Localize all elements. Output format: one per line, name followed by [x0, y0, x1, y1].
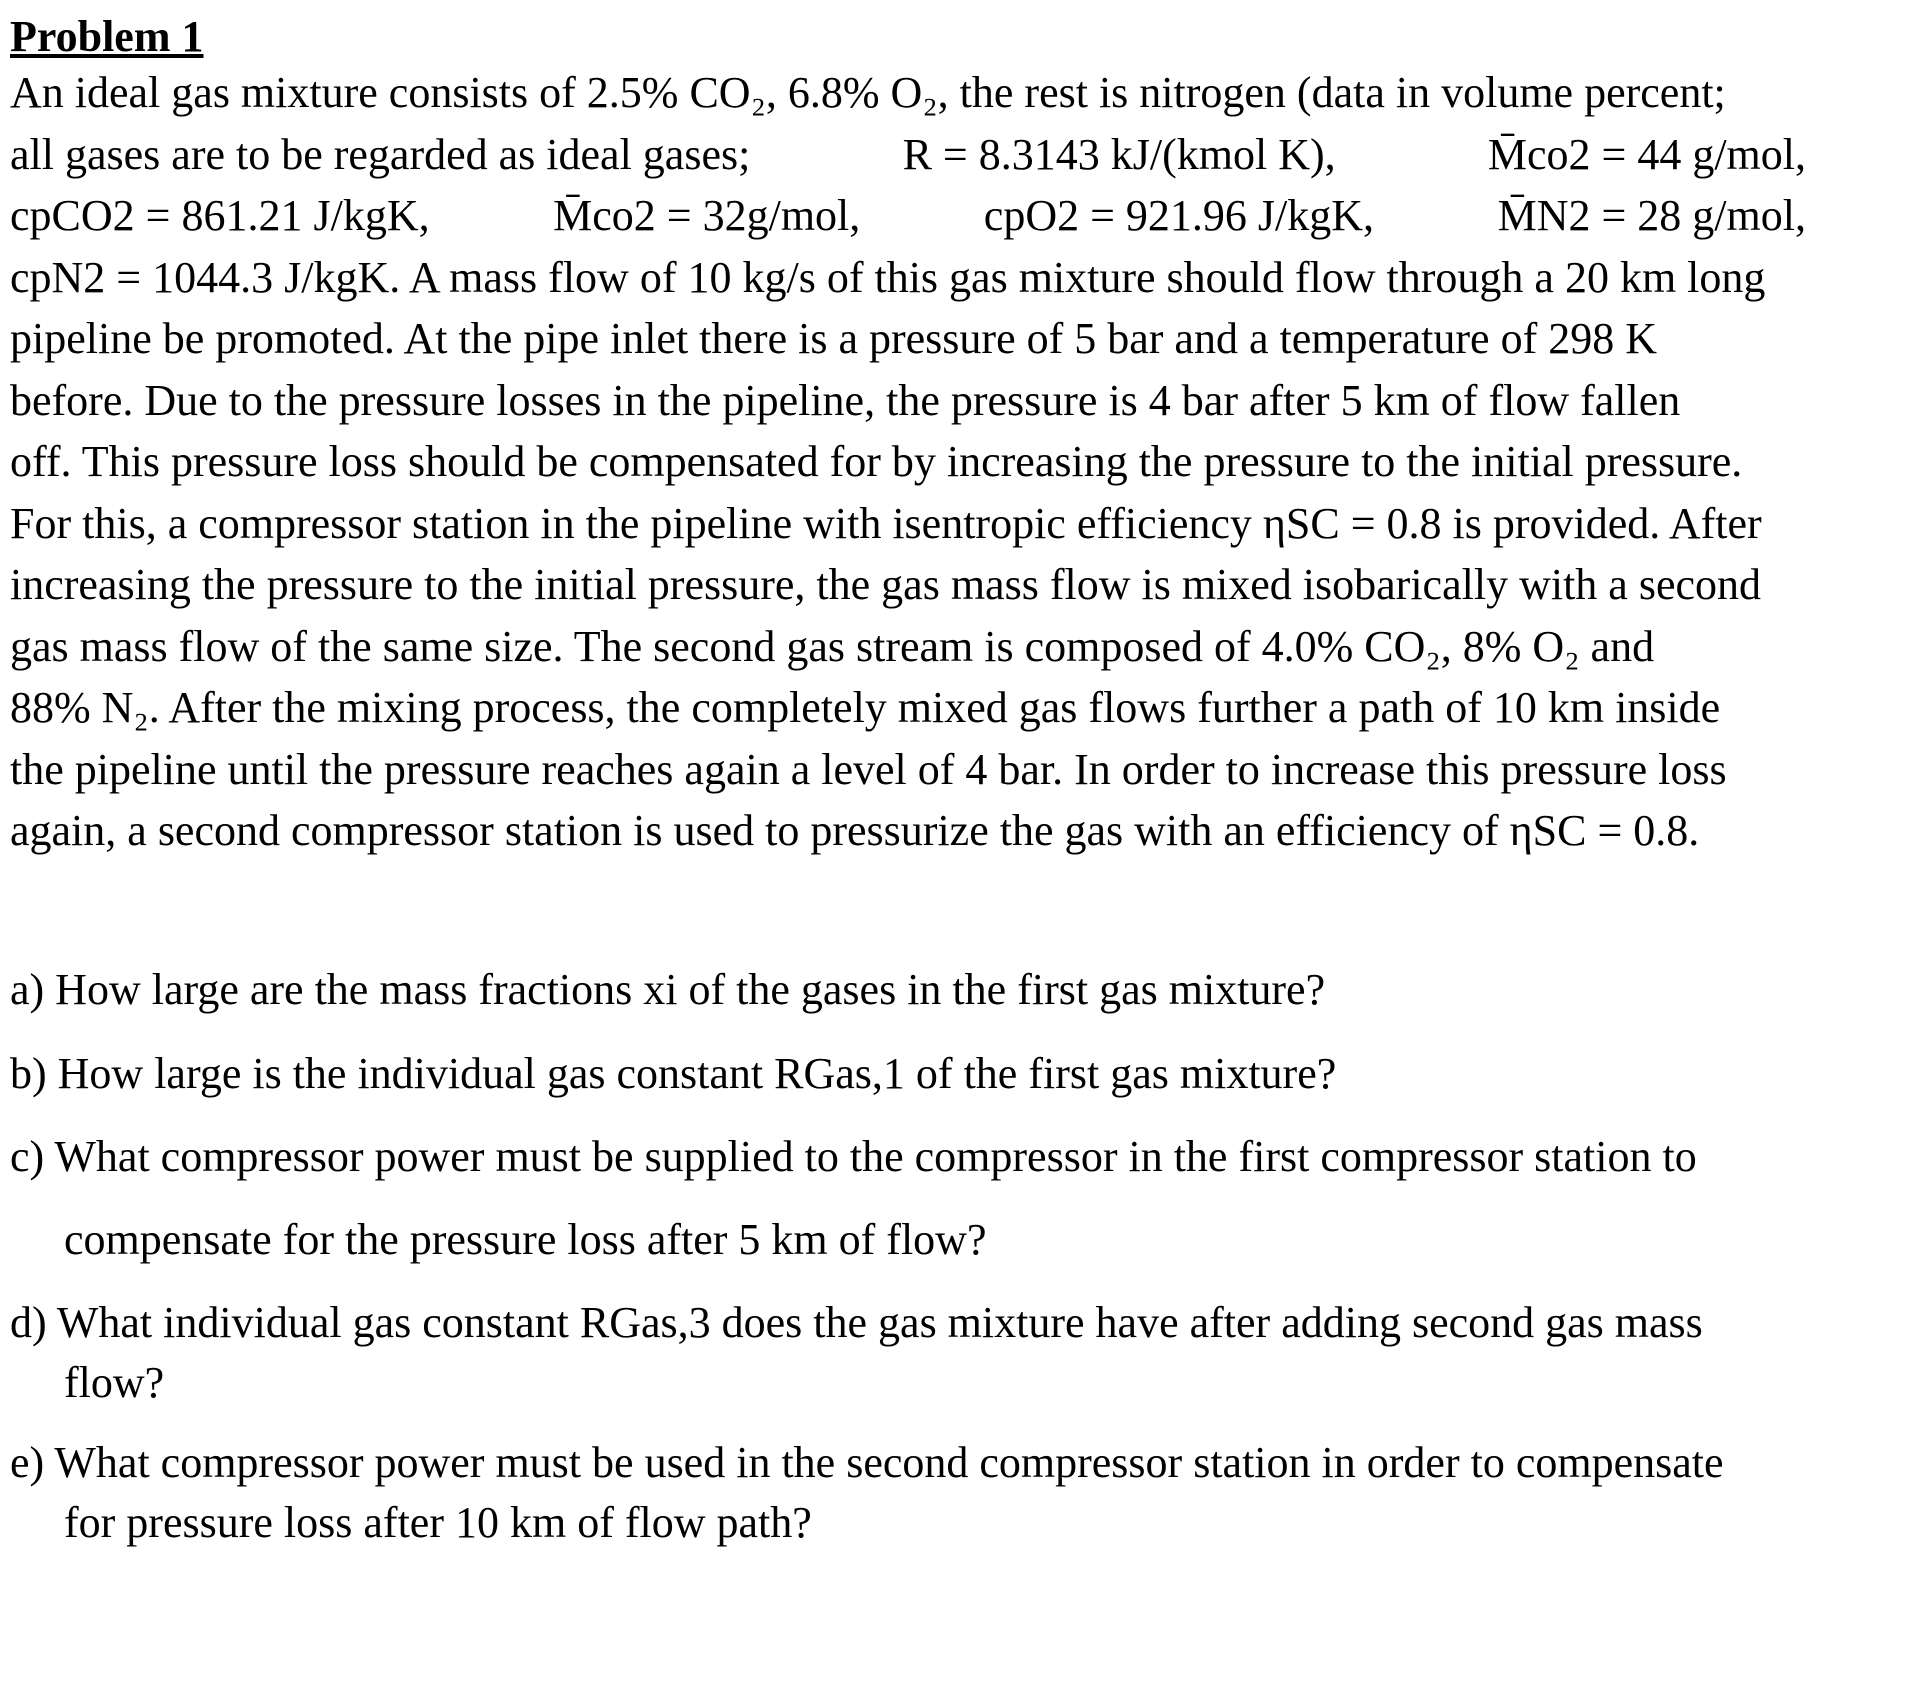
question-e	[10, 1433, 1724, 1553]
question-d	[10, 1293, 1806, 1413]
question-c-line-2: compensate for the pressure loss after 5 km of flow?	[64, 1215, 987, 1264]
question-c	[10, 1127, 1697, 1270]
statement-line-11: 88% N₂. After the mixing process, the completely mixed gas flows further a path of 10 km inside	[10, 683, 1721, 732]
statement-line-10: gas mass flow of the same size. The second gas stream is composed of 4.0% CO₂, 8% O₂ and	[10, 621, 1655, 671]
statement-line-2: all gases are to be regarded as ideal gases; R = 8.3143 kJ/(kmol K), M̄co2 = 44 g/mol,	[10, 129, 1806, 179]
question-b: b) How large is the individual gas constant RGas,1 of the first gas mixture?	[10, 1049, 1337, 1098]
question-e-line-1: e) What compressor power must be used in the second compressor station in order to compensate	[10, 1438, 1724, 1487]
question-e-line-2: for pressure loss after 10 km of flow path?	[64, 1498, 812, 1547]
question-a: a) How large are the mass fractions xi of the gases in the first gas mixture?	[10, 965, 1326, 1014]
statement-line-4: cpN2 = 1044.3 J/kgK. A mass flow of 10 kg/s of this gas mixture should flow through a 20 km long	[10, 252, 1766, 302]
problem-page	[10, 0, 1806, 862]
statement-line-6: before. Due to the pressure losses in the pipeline, the pressure is 4 bar after 5 km of flow fallen	[10, 375, 1681, 425]
question-d-line-2: flow?	[64, 1358, 165, 1407]
statement-line-9: increasing the pressure to the initial pressure, the gas mass flow is mixed isobarically with a second	[10, 560, 1761, 609]
question-c-line-1: c) What compressor power must be supplied to the compressor in the first compressor station to	[10, 1132, 1697, 1181]
statement-line-13: again, a second compressor station is used to pressurize the gas with an efficiency of ηSC = 0.8.	[10, 806, 1700, 855]
statement-line-8: For this, a compressor station in the pipeline with isentropic efficiency ηSC = 0.8 is provided. After	[10, 498, 1762, 548]
statement-line-3: cpCO2 = 861.21 J/kgK, M̄co2 = 32g/mol, cpO2 = 921.96 J/kgK, M̄N2 = 28 g/mol,	[10, 191, 1806, 240]
question-d-line-1: d) What individual gas constant RGas,3 does the gas mixture have after adding second gas mass	[10, 1298, 1703, 1347]
statement-line-1: An ideal gas mixture consists of 2.5% CO₂, 6.8% O₂, the rest is nitrogen (data in volume percent;	[10, 68, 1726, 117]
statement-line-12: the pipeline until the pressure reaches again a level of 4 bar. In order to increase this pressure loss	[10, 744, 1727, 794]
statement-line-7: off. This pressure loss should be compensated for by increasing the pressure to the initial pressure.	[10, 437, 1743, 486]
problem-statement	[10, 62, 1806, 862]
statement-line-5: pipeline be promoted. At the pipe inlet there is a pressure of 5 bar and a temperature of 298 K	[10, 314, 1658, 363]
problem-title: Problem 1	[10, 12, 204, 61]
